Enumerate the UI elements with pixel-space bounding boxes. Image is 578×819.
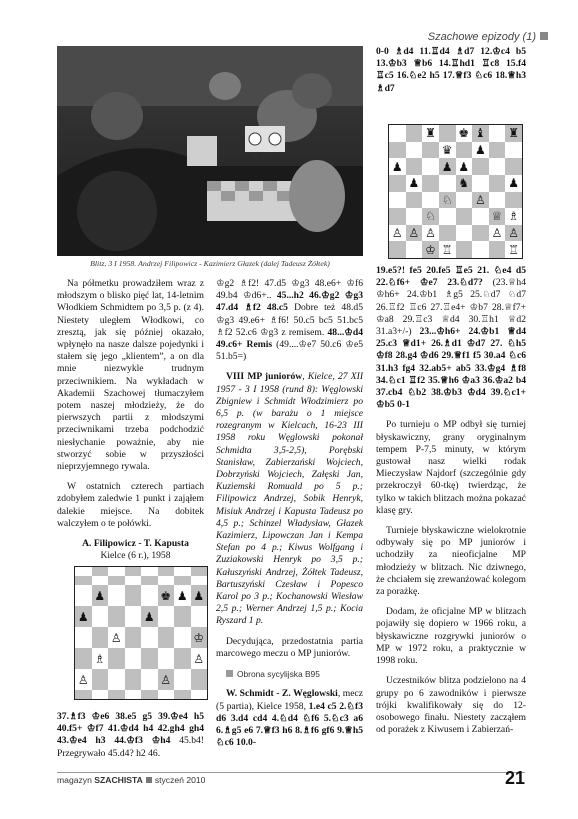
board-square (174, 576, 191, 585)
board-square (389, 225, 406, 242)
chess-piece: ♟ (176, 588, 188, 603)
chess-piece: ♙ (193, 651, 205, 666)
board-square (406, 192, 423, 209)
chess-piece: ♗ (508, 209, 520, 224)
board-square (125, 648, 142, 669)
board-square (174, 690, 191, 699)
header-square-icon (540, 32, 548, 40)
chess-piece: ♟ (441, 159, 453, 174)
game-info: , mecz (5 partia), Kielce 1958, (216, 688, 363, 712)
board-square (472, 175, 489, 192)
board-square (505, 142, 522, 159)
board-square (108, 669, 125, 690)
board-square (75, 627, 92, 648)
board-square (141, 576, 158, 585)
board-square (505, 192, 522, 209)
board-square (472, 142, 489, 159)
board-square (92, 669, 109, 690)
board-square (108, 606, 125, 627)
board-square (472, 125, 489, 142)
chess-piece: ♙ (110, 630, 122, 645)
photo-illustration (57, 46, 363, 256)
board-square (406, 158, 423, 175)
board-square (406, 208, 423, 225)
board-square (158, 690, 175, 699)
board-square (92, 567, 109, 576)
chess-piece: ♚ (458, 126, 470, 141)
board-square (174, 669, 191, 690)
board-square (456, 175, 473, 192)
board-square (174, 627, 191, 648)
chess-piece: ♟ (408, 176, 420, 191)
board-square (158, 627, 175, 648)
board-square (92, 627, 109, 648)
board-square (472, 158, 489, 175)
board-square (174, 648, 191, 669)
board-square (472, 241, 489, 258)
annotation: (49....♔e7 50.c6 ♔e5 51.b5=) (216, 339, 363, 363)
chess-piece: ♟ (458, 159, 470, 174)
board-square (505, 241, 522, 258)
board-square (158, 648, 175, 669)
clock-label: Sp. Tr. (253, 154, 268, 160)
board-square (389, 208, 406, 225)
column-3-continued (376, 265, 526, 736)
board-square (422, 158, 439, 175)
board-square (108, 627, 125, 648)
board-square (125, 585, 142, 606)
board-square (422, 175, 439, 192)
column-2 (216, 278, 363, 749)
board-square (439, 125, 456, 142)
tournament-results: , Kielce, 27 XII 1957 - 3 I 1958 (rund 8): Węglowski Zbigniew i Schmidt Włodzimierz po 6,5 p. (w barażu o 1 miejsce rozegranym w Kielcach, 16-23 III 1958 roku Węglowski pokonał Schmidta 3,5-2,5), Porębski Stanisław, Zabierzański Wojciech, Dobrzyński Wojciech, Załęski Jan, Kuziemski Romuald po 5 p.; Filipowicz Andrzej, Sobik Henryk, Misiuk Andrzej i Kapusta Tadeusz po 4,5 p.; Schinzel Władysław, Głazek Kazimierz, Lipowczan Jan i Kempa Stefan po 4 p.; Kiwus Wolfgang i Zuziakowski Henryk po 3,5 p.; Kałuszyński Andrzej, Żółtek Tadeusz, Bartuszyński Czesław i Popesco Karol po 3 p.; Kochanowski Wiesław 2,5 p.; Werner Andrzej 1,5 p.; Kocia Ryszard 1 p. (216, 371, 364, 627)
board-square (489, 192, 506, 209)
column-1-moves (57, 711, 204, 760)
board-square (174, 585, 191, 606)
label-square-icon (226, 670, 233, 677)
board-square (489, 175, 506, 192)
chess-piece: ♜ (425, 126, 436, 141)
paragraph: W ostatnich czterech partiach zdobyłem zaledwie 1 punkt i zająłem dalekie miejsce. Na dobitek walczyłem o te połówki. (57, 481, 204, 529)
game-moves: 19.e5?! fe5 20.fe5 ♖e5 21. ♘e4 d5 22.♘f6+ ♔e7 23.♘d7? (376, 265, 526, 289)
board-square (174, 606, 191, 627)
board-square (125, 567, 142, 576)
game-moves: 23...♔h6+ 24.♔b1 ♕d4 25.c3 ♕d1+ 26.♗d1 ♔d7 27. ♘h5 ♔f8 28.g4 ♔d6 29.♕f1 f5 30.a4 ♘c6 31.h3 fg4 32.ab5+ ab5 33.♔g4 ♗f8 34.♘c1 ♖f2 35.♕h6 ♔a3 36.♔a2 b4 37.cb4 ♘b2 38.♔b3 ♔d4 39.♘c1+ ♔b5 0-1 (376, 326, 526, 411)
chess-diagram-1 (74, 566, 208, 700)
chess-piece: ♙ (391, 226, 403, 241)
board-square (75, 576, 92, 585)
paragraph: Uczestników blitza podzielono na 4 grupy po 6 zawodników i pierwsze trójki kwalifikowały się do 12-osobowego finału. Niestety zacząłem od porażek z Kiwusem i Zabierzań- (376, 675, 526, 736)
game-moves: 1.e4 c5 2.♘f3 d6 3.d4 cd4 4.♘d4 ♘f6 5.♘c3 a6 6.♗g5 e6 7.♕f3 h6 8.♗f6 gf6 9.♕h5 ♘c6 10.0- (216, 700, 364, 749)
board-square (489, 142, 506, 159)
board-square (439, 142, 456, 159)
board-square (439, 158, 456, 175)
board-square (92, 576, 109, 585)
board-square (406, 125, 423, 142)
board-square (422, 241, 439, 258)
chess-piece: ♟ (143, 609, 155, 624)
board-square (125, 669, 142, 690)
board-square (108, 690, 125, 699)
board-square (389, 158, 406, 175)
board-square (125, 690, 142, 699)
board-square (505, 158, 522, 175)
board-square (422, 225, 439, 242)
board-square (439, 208, 456, 225)
board-square (439, 192, 456, 209)
board-square (489, 225, 506, 242)
board-square (75, 669, 92, 690)
chess-piece: ♔ (193, 630, 205, 645)
board-square (75, 648, 92, 669)
board-square (158, 576, 175, 585)
board-square (141, 648, 158, 669)
board-square (422, 125, 439, 142)
board-square (191, 627, 208, 648)
board-square (489, 158, 506, 175)
board-square (158, 606, 175, 627)
board-square (456, 192, 473, 209)
board-square (158, 567, 175, 576)
board-square (389, 125, 406, 142)
section-header: Szachowe epizody (1) (428, 31, 548, 43)
game-moves-tail: 45.b4! Przegrywało 45.d4? h2 46. (57, 735, 204, 759)
board-square (75, 567, 92, 576)
chess-piece: ♙ (425, 226, 436, 241)
board-square (505, 225, 522, 242)
board-square (141, 567, 158, 576)
board-square (108, 648, 125, 669)
board-square (456, 158, 473, 175)
chess-piece: ♟ (508, 176, 520, 191)
board-square (108, 576, 125, 585)
tournament-title: VIII MP juniorów (226, 371, 303, 383)
board-square (422, 142, 439, 159)
chess-piece: ♘ (425, 209, 436, 224)
board-square (141, 627, 158, 648)
board-square (92, 648, 109, 669)
chess-piece: ♙ (475, 192, 486, 207)
board-square (92, 585, 109, 606)
footer-square-icon (146, 777, 152, 783)
chess-piece: ♟ (475, 142, 486, 157)
chess-piece: ♟ (193, 588, 205, 603)
board-square (389, 142, 406, 159)
column-1 (57, 278, 204, 562)
board-square (75, 606, 92, 627)
board-square (389, 241, 406, 258)
board-square (489, 241, 506, 258)
board-square (108, 567, 125, 576)
board-square (191, 669, 208, 690)
board-square (389, 175, 406, 192)
game-subheader: Kielce (6 r.), 1958 (100, 550, 171, 562)
board-square (141, 690, 158, 699)
chess-piece: ♙ (77, 672, 89, 687)
board-square (456, 241, 473, 258)
chess-piece: ♙ (491, 226, 503, 241)
column-3 (376, 46, 526, 95)
game-moves: 0-0 ♗d4 11.♖d4 ♗d7 12.♔c4 b5 13.♔b3 ♕b6 14.♖hd1 ♖c8 15.f4 ♖c5 16.♘e2 h5 17.♕f3 ♘c6 18.♕h3 ♗d7 (376, 46, 526, 94)
board-square (406, 225, 423, 242)
board-square (75, 585, 92, 606)
annotation: ♔g2 ♗f2! 47.d5 ♔g3 48.e6+ ♔f6 49.b4 ♔d6+.. (216, 278, 363, 302)
photo (57, 46, 363, 256)
game-players: W. Schmidt - Z. Węglowski (226, 688, 338, 700)
paragraph: Turnieje błyskawiczne wielokrotnie odbywały się po MP juniorów i uchodziły za nieoficjalne MP młodzieży w blitzach. Nic dziwnego, że chciałem się zrewanżować kolegom za porażkę. (376, 525, 526, 598)
game-result: 48...♔d4 49.c6+ Remis (216, 326, 363, 351)
board-square (456, 142, 473, 159)
board-square (456, 208, 473, 225)
chess-piece: ♟ (77, 609, 89, 624)
chess-piece: ♟ (94, 588, 106, 603)
game-moves: 45...h2 46.♔g2 ♔g3 47.d4 ♗f2 48.c5 (216, 290, 363, 314)
chess-piece: ♙ (408, 226, 420, 241)
board-square (191, 585, 208, 606)
photo-caption: Blitz, 3 I 1958. Andrzej Filipowicz - Kazimierz Głazek (dalej Tadeusz Żółtek) (90, 259, 330, 268)
board-square (141, 606, 158, 627)
board-square (472, 192, 489, 209)
chess-piece: ♞ (458, 176, 470, 191)
game-header: A. Filipowicz - T. Kapusta (82, 538, 189, 550)
footer: magazyn SZACHISTA styczeń 2010 (57, 775, 206, 785)
board-square (191, 648, 208, 669)
board-square (158, 669, 175, 690)
board-square (108, 585, 125, 606)
board-square (191, 576, 208, 585)
board-square (406, 241, 423, 258)
chess-piece: ♕ (491, 209, 503, 224)
board-square (125, 576, 142, 585)
board-square (191, 606, 208, 627)
board-square (92, 690, 109, 699)
board-square (389, 192, 406, 209)
board-square (174, 567, 191, 576)
board-square (505, 208, 522, 225)
board-square (158, 585, 175, 606)
board-square (422, 208, 439, 225)
board-square (439, 241, 456, 258)
chess-piece: ♟ (391, 159, 403, 174)
board-square (472, 208, 489, 225)
board-square (406, 142, 423, 159)
footer-rule (57, 772, 525, 773)
chess-piece: ♝ (475, 126, 486, 141)
board-square (489, 125, 506, 142)
board-square (505, 125, 522, 142)
chess-piece: ♙ (160, 672, 172, 687)
board-square (125, 606, 142, 627)
chess-piece: ♙ (508, 226, 520, 241)
board-square (191, 567, 208, 576)
board-square (439, 175, 456, 192)
board-square (125, 627, 142, 648)
chess-piece: ♗ (94, 651, 106, 666)
board-square (472, 225, 489, 242)
paragraph: Dodam, że oficjalne MP w blitzach pojawiły się dopiero w 1966 roku, a błyskawiczne rozgrywki juniorów o MP w 1972 roku, a praktycznie w 1998 roku. (376, 606, 526, 667)
chess-piece: ♘ (441, 192, 453, 207)
chess-piece: ♔ (425, 242, 436, 257)
board-square (456, 125, 473, 142)
board-square (141, 585, 158, 606)
opening-label: Obrona sycylijska B95 (216, 668, 363, 680)
page-number: 21 (504, 768, 525, 788)
chess-piece: ♛ (441, 142, 453, 157)
chess-piece: ♚ (160, 588, 172, 603)
game-moves: 37.♗f3 ♔e6 38.e5 g5 39.♔e4 h5 40.f5+ ♔f7 41.♔d4 h4 42.gh4 gh4 43.♔e4 h3 44.♔f3 ♔h4 (57, 711, 204, 747)
board-square (406, 175, 423, 192)
annotation: Dobre też 48.d5 ♔g3 49.e6+ ♗f6! 50.c5 bc5 51.bc5 ♗f2 52.c6 ♔g3 z remisem. (216, 302, 363, 338)
paragraph: Po turnieju o MP odbył się turniej błyskawiczny, grany oryginalnym tempem P-7,5 minuty, w którym gustował nasz wielki rodak Mieczysław Najdorf (szczególnie gdy przekroczył 60-tkę) twierdząc, że tylko w takich blitzach można pokazać klasę gry. (376, 419, 526, 516)
board-square (456, 225, 473, 242)
board-square (439, 225, 456, 242)
paragraph: Decydująca, przedostatnia partia marcowego meczu o MP juniorów. (216, 635, 363, 659)
paragraph: Na półmetku prowadziłem wraz z młodszym o blisko pięć lat, 14-letnim Włodkiem Schmidtem po 3,5 p. (z 4). Niestety uległem Włodkowi, co zresztą, jak się później okazało, wpłynęło na nasze dalsze pojedynki i stałem się jego „klientem”, a on dla mnie niezwykle trudnym przeciwnikiem. Na wykładach w Akademii Szachowej tłumaczyłem potem naszej młodzieży, że do pierwszych partii z młodszymi przeciwnikami trzeba podchodzić niesłychanie poważnie, aby nie stworzyć sobie w przyszłości nieprzyjemnego rywala. (57, 278, 204, 473)
chess-piece: ♖ (508, 242, 520, 257)
annotation: (23.♕h4 ♔h6+ 24.♔b1 ♗g5 25.♘d7 ♘d7 26.♖f2 ♖c6 27.♖e4+ ♔b7 28.♕f7+ ♔a8 29.♖c3 ♕d4 30.♖h1 ♕d2 31.a3+/-) (376, 277, 527, 338)
board-square (141, 669, 158, 690)
board-square (191, 690, 208, 699)
board-square (75, 690, 92, 699)
chess-piece: ♜ (508, 126, 520, 141)
board-square (489, 208, 506, 225)
board-square (92, 606, 109, 627)
board-square (422, 192, 439, 209)
chess-piece: ♖ (441, 242, 453, 257)
chess-diagram-2 (388, 124, 523, 259)
board-square (505, 175, 522, 192)
